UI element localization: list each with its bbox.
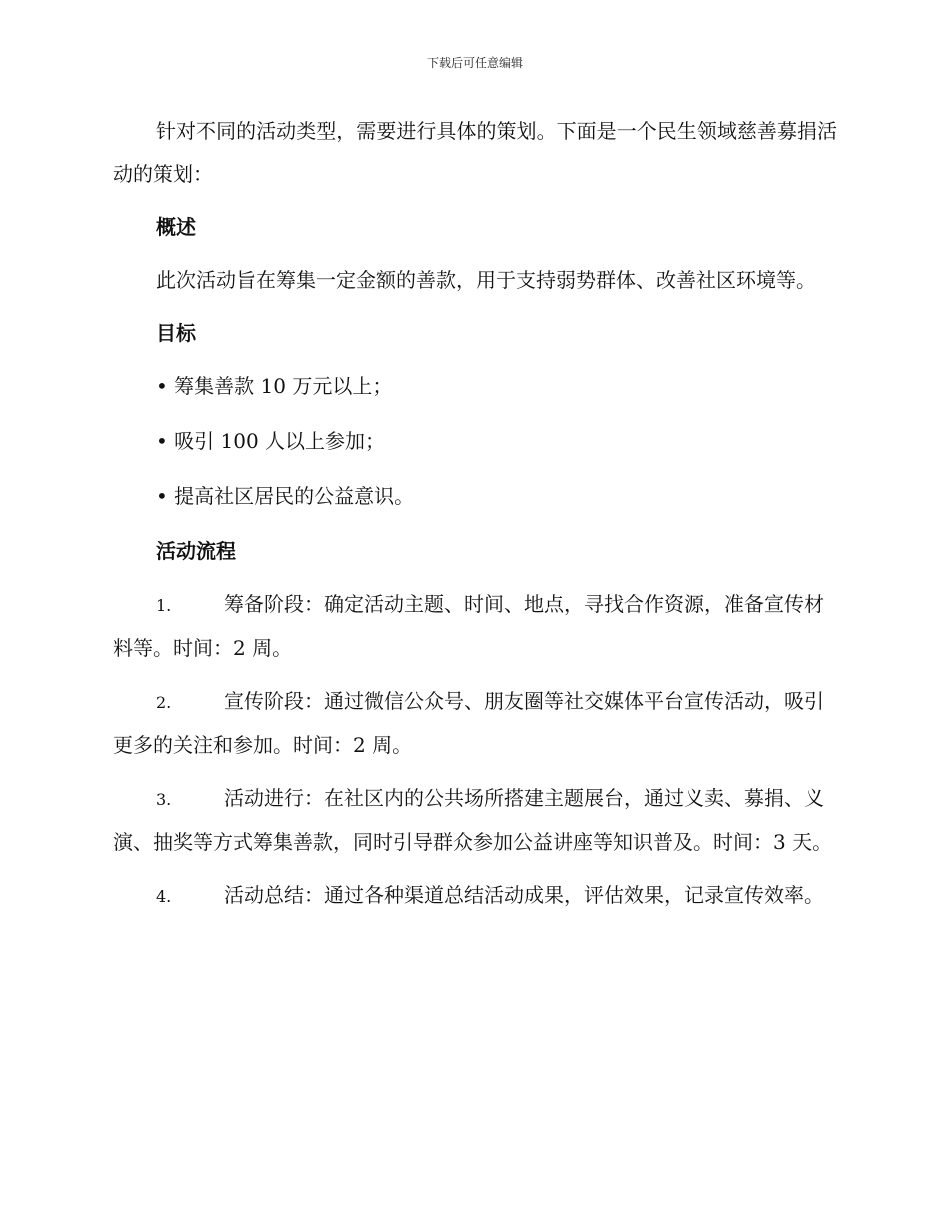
- process-step: [113, 777, 837, 864]
- goal-item: • 吸引 100 人以上参加；: [156, 429, 386, 453]
- step-text: 筹备阶段：确定活动主题、时间、地点，寻找合作资源，准备宣传材料等。时间：2 周。: [113, 592, 824, 660]
- process-step: [113, 583, 837, 670]
- intro-paragraph: 针对不同的活动类型，需要进行具体的策划。下面是一个民生领域慈善募捐活动的策划：: [113, 119, 837, 186]
- document-body: [113, 110, 837, 928]
- overview-heading: 概述: [156, 215, 196, 239]
- step-number: 1.: [156, 596, 172, 615]
- step-number: 4.: [156, 887, 172, 906]
- goals-heading: 目标: [156, 321, 196, 345]
- process-step: [113, 680, 837, 767]
- goal-item: • 筹集善款 10 万元以上；: [156, 374, 393, 398]
- step-text: 活动进行：在社区内的公共场所搭建主题展台，通过义卖、募捐、义演、抽奖等方式筹集善款，同时引导群众参加公益讲座等知识普及。时间：3 天。: [113, 786, 833, 854]
- step-text: 宣传阶段：通过微信公众号、朋友圈等社交媒体平台宣传活动，吸引更多的关注和参加。时间：2 周。: [113, 689, 824, 757]
- step-text: 活动总结：通过各种渠道总结活动成果，评估效果，记录宣传效率。: [224, 883, 824, 907]
- overview-paragraph: 此次活动旨在筹集一定金额的善款，用于支持弱势群体、改善社区环境等。: [156, 268, 816, 292]
- process-heading: 活动流程: [156, 539, 236, 563]
- goal-item: • 提高社区居民的公益意识。: [156, 484, 415, 508]
- process-step: [113, 874, 837, 918]
- step-number: 2.: [156, 693, 172, 712]
- step-number: 3.: [156, 790, 172, 809]
- page-header: 下载后可任意编辑: [426, 56, 523, 70]
